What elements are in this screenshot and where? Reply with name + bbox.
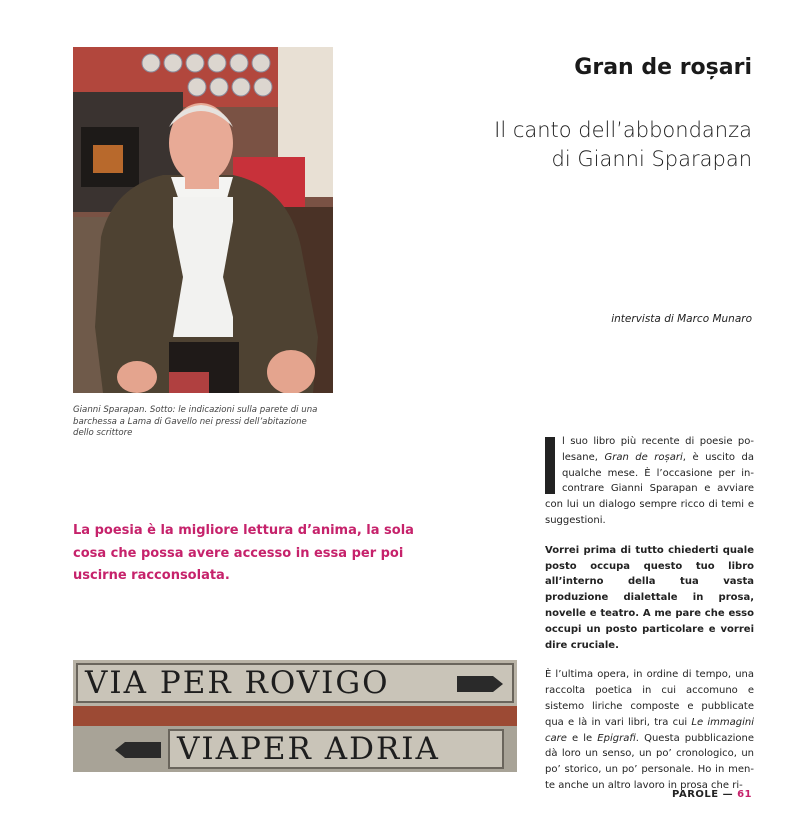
article-title: Gran de roșari	[574, 55, 752, 80]
pull-quote: La poesia è la migliore lettura d’anima, la sola cosa che possa avere accesso in essa per poi uscirne racconsolata.	[73, 523, 414, 583]
street-sign-illustration	[73, 660, 517, 772]
street-sign-photo	[73, 660, 517, 772]
interview-question: Vorrei prima di tutto chiederti quale posto occupa questo tuo libro all’interno della tua vasta produzione dialettale in prosa, novelle e teatro. A me pare che esso occupi un posto particolare e vorrei dire cruciale.	[545, 544, 754, 651]
portrait-illustration	[73, 47, 333, 393]
sign-text-adria: VIAPER ADRIA	[177, 731, 440, 767]
book-title: Gran de roșari	[604, 451, 683, 463]
byline: intervista di Marco Munaro	[611, 313, 752, 325]
article-subtitle	[494, 116, 752, 174]
portrait-photo	[73, 47, 333, 393]
magazine-name: PAROLE —	[672, 789, 734, 800]
sign-text-rovigo: VIA PER ROVIGO	[85, 665, 390, 701]
article-body	[545, 434, 754, 808]
subtitle-line-2: di Gianni Sparapan	[551, 147, 752, 171]
subtitle-line-1: Il canto dell’abbondanza	[494, 118, 752, 142]
photo-caption: Gianni Sparapan. Sotto: le indicazioni sulla parete di una barchessa a Lama di Gavello nei pressi dell’abitazione dello scrittore	[73, 405, 318, 438]
page-number: 61	[737, 789, 752, 800]
dropcap	[545, 437, 555, 494]
answer-paragraph: È l’ultima opera, in ordine di tempo, una raccolta poetica in cui accomuno e sistemo liriche composte e pubblicate qua e là in vari libri, tra cui Le immagini care e le Epigrafi. Questa pubblicazione dà loro un senso, un po’ cronologico, un po’ storico, un po’ personale. Ho in mente anche un altro lavoro in prosa che ri-	[545, 669, 755, 791]
intro-paragraph: l suo libro più recente di poesie polesane, Gran de roșari, è uscito da qualche mese. È l’occasione per incontrare Gianni Sparapan e avviare con lui un dialogo sempre ricco di temi e suggestioni.	[545, 436, 754, 526]
page-folio	[672, 789, 752, 800]
